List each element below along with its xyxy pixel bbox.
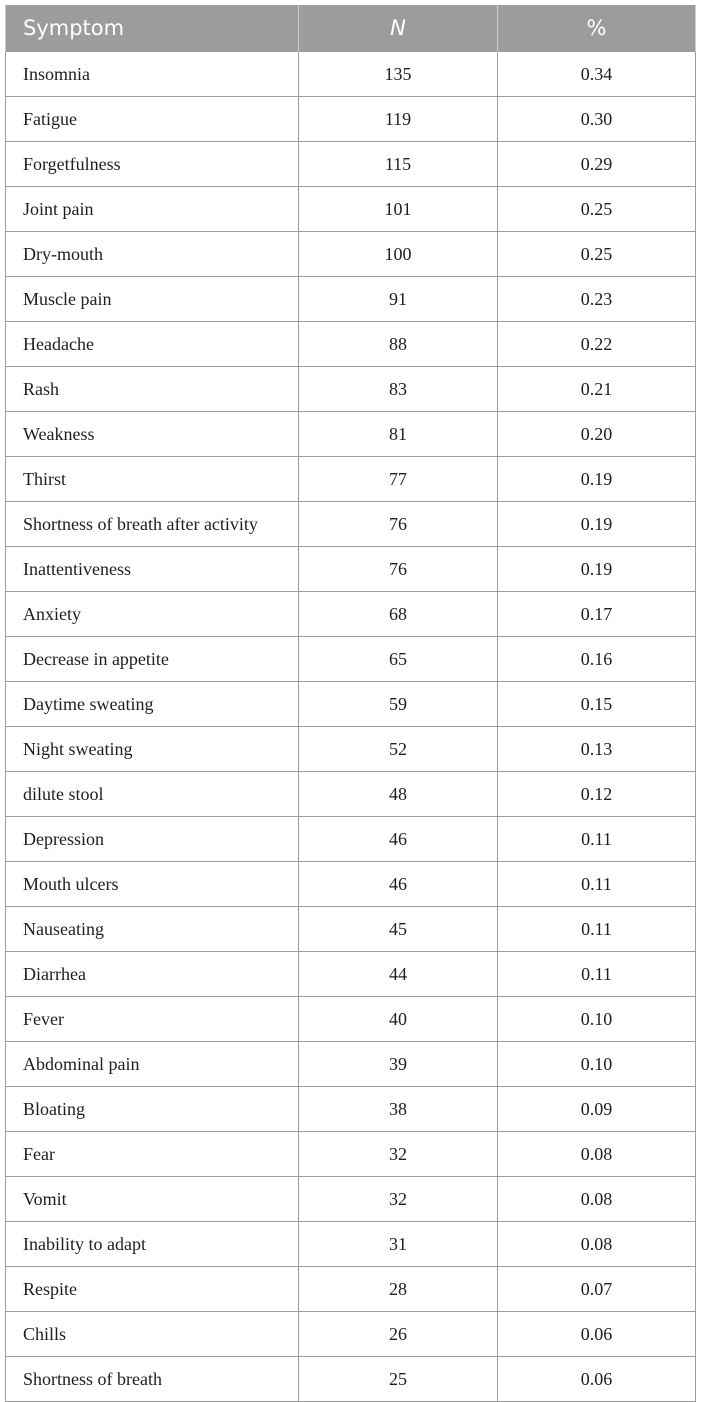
cell-n: 135 <box>299 52 498 97</box>
cell-percent: 0.19 <box>498 457 696 502</box>
cell-percent: 0.10 <box>498 1042 696 1087</box>
cell-n: 48 <box>299 772 498 817</box>
cell-n: 31 <box>299 1222 498 1267</box>
cell-n: 44 <box>299 952 498 997</box>
table-row <box>6 862 696 907</box>
cell-symptom: Anxiety <box>6 592 299 637</box>
table-row <box>6 52 696 97</box>
table-body <box>6 52 696 1402</box>
table-row <box>6 367 696 412</box>
cell-percent: 0.15 <box>498 682 696 727</box>
cell-symptom: Weakness <box>6 412 299 457</box>
cell-percent: 0.23 <box>498 277 696 322</box>
table-row <box>6 187 696 232</box>
table-row <box>6 772 696 817</box>
cell-percent: 0.16 <box>498 637 696 682</box>
cell-n: 91 <box>299 277 498 322</box>
cell-n: 32 <box>299 1177 498 1222</box>
table-row <box>6 1042 696 1087</box>
cell-symptom: Inattentiveness <box>6 547 299 592</box>
header-n: N <box>299 5 498 52</box>
cell-percent: 0.11 <box>498 817 696 862</box>
cell-symptom: Fear <box>6 1132 299 1177</box>
cell-percent: 0.11 <box>498 907 696 952</box>
cell-symptom: Insomnia <box>6 52 299 97</box>
cell-symptom: Inability to adapt <box>6 1222 299 1267</box>
table-row <box>6 1312 696 1357</box>
cell-symptom: Thirst <box>6 457 299 502</box>
cell-symptom: Joint pain <box>6 187 299 232</box>
cell-n: 77 <box>299 457 498 502</box>
table-row <box>6 727 696 772</box>
cell-percent: 0.25 <box>498 232 696 277</box>
cell-n: 40 <box>299 997 498 1042</box>
table-header <box>6 5 696 52</box>
cell-percent: 0.08 <box>498 1132 696 1177</box>
cell-symptom: Vomit <box>6 1177 299 1222</box>
table-row <box>6 817 696 862</box>
cell-symptom: Fever <box>6 997 299 1042</box>
table-row <box>6 1132 696 1177</box>
cell-n: 39 <box>299 1042 498 1087</box>
cell-symptom: Shortness of breath <box>6 1357 299 1402</box>
table-row <box>6 952 696 997</box>
cell-percent: 0.13 <box>498 727 696 772</box>
cell-symptom: Rash <box>6 367 299 412</box>
cell-percent: 0.08 <box>498 1222 696 1267</box>
cell-n: 46 <box>299 817 498 862</box>
table-row <box>6 412 696 457</box>
cell-percent: 0.19 <box>498 547 696 592</box>
cell-n: 45 <box>299 907 498 952</box>
cell-n: 81 <box>299 412 498 457</box>
table-row <box>6 322 696 367</box>
table-row <box>6 637 696 682</box>
cell-percent: 0.17 <box>498 592 696 637</box>
cell-symptom: Night sweating <box>6 727 299 772</box>
table-row <box>6 547 696 592</box>
cell-symptom: Respite <box>6 1267 299 1312</box>
cell-percent: 0.29 <box>498 142 696 187</box>
cell-symptom: Daytime sweating <box>6 682 299 727</box>
cell-percent: 0.10 <box>498 997 696 1042</box>
cell-n: 76 <box>299 547 498 592</box>
cell-symptom: Abdominal pain <box>6 1042 299 1087</box>
table-row <box>6 277 696 322</box>
cell-percent: 0.06 <box>498 1357 696 1402</box>
table-row <box>6 97 696 142</box>
cell-n: 26 <box>299 1312 498 1357</box>
header-symptom: Symptom <box>6 5 299 52</box>
cell-symptom: Forgetfulness <box>6 142 299 187</box>
cell-symptom: Decrease in appetite <box>6 637 299 682</box>
cell-symptom: Headache <box>6 322 299 367</box>
cell-n: 115 <box>299 142 498 187</box>
cell-n: 100 <box>299 232 498 277</box>
cell-n: 25 <box>299 1357 498 1402</box>
table-row <box>6 592 696 637</box>
table-row <box>6 502 696 547</box>
cell-n: 59 <box>299 682 498 727</box>
cell-percent: 0.12 <box>498 772 696 817</box>
cell-n: 119 <box>299 97 498 142</box>
table-row <box>6 142 696 187</box>
cell-n: 88 <box>299 322 498 367</box>
table-row <box>6 997 696 1042</box>
table-row <box>6 1177 696 1222</box>
symptom-table <box>5 5 696 1402</box>
cell-n: 52 <box>299 727 498 772</box>
cell-percent: 0.08 <box>498 1177 696 1222</box>
table-row <box>6 1087 696 1132</box>
cell-percent: 0.20 <box>498 412 696 457</box>
cell-percent: 0.11 <box>498 862 696 907</box>
cell-n: 46 <box>299 862 498 907</box>
cell-n: 76 <box>299 502 498 547</box>
cell-symptom: Nauseating <box>6 907 299 952</box>
cell-n: 38 <box>299 1087 498 1132</box>
table-row <box>6 682 696 727</box>
cell-symptom: Depression <box>6 817 299 862</box>
cell-percent: 0.22 <box>498 322 696 367</box>
table-row <box>6 457 696 502</box>
cell-symptom: Diarrhea <box>6 952 299 997</box>
cell-percent: 0.30 <box>498 97 696 142</box>
cell-percent: 0.19 <box>498 502 696 547</box>
cell-n: 32 <box>299 1132 498 1177</box>
cell-percent: 0.09 <box>498 1087 696 1132</box>
table-row <box>6 907 696 952</box>
cell-percent: 0.25 <box>498 187 696 232</box>
cell-n: 101 <box>299 187 498 232</box>
cell-symptom: Chills <box>6 1312 299 1357</box>
table-row <box>6 1357 696 1402</box>
cell-symptom: Fatigue <box>6 97 299 142</box>
cell-symptom: dilute stool <box>6 772 299 817</box>
cell-symptom: Shortness of breath after activity <box>6 502 299 547</box>
cell-symptom: Bloating <box>6 1087 299 1132</box>
table-row <box>6 1267 696 1312</box>
cell-symptom: Muscle pain <box>6 277 299 322</box>
cell-percent: 0.07 <box>498 1267 696 1312</box>
header-row <box>6 5 696 52</box>
cell-percent: 0.21 <box>498 367 696 412</box>
cell-percent: 0.34 <box>498 52 696 97</box>
table-row <box>6 232 696 277</box>
cell-n: 83 <box>299 367 498 412</box>
cell-symptom: Dry-mouth <box>6 232 299 277</box>
cell-symptom: Mouth ulcers <box>6 862 299 907</box>
cell-n: 28 <box>299 1267 498 1312</box>
table-row <box>6 1222 696 1267</box>
cell-percent: 0.06 <box>498 1312 696 1357</box>
cell-n: 65 <box>299 637 498 682</box>
header-percent: % <box>498 5 696 52</box>
cell-n: 68 <box>299 592 498 637</box>
cell-percent: 0.11 <box>498 952 696 997</box>
